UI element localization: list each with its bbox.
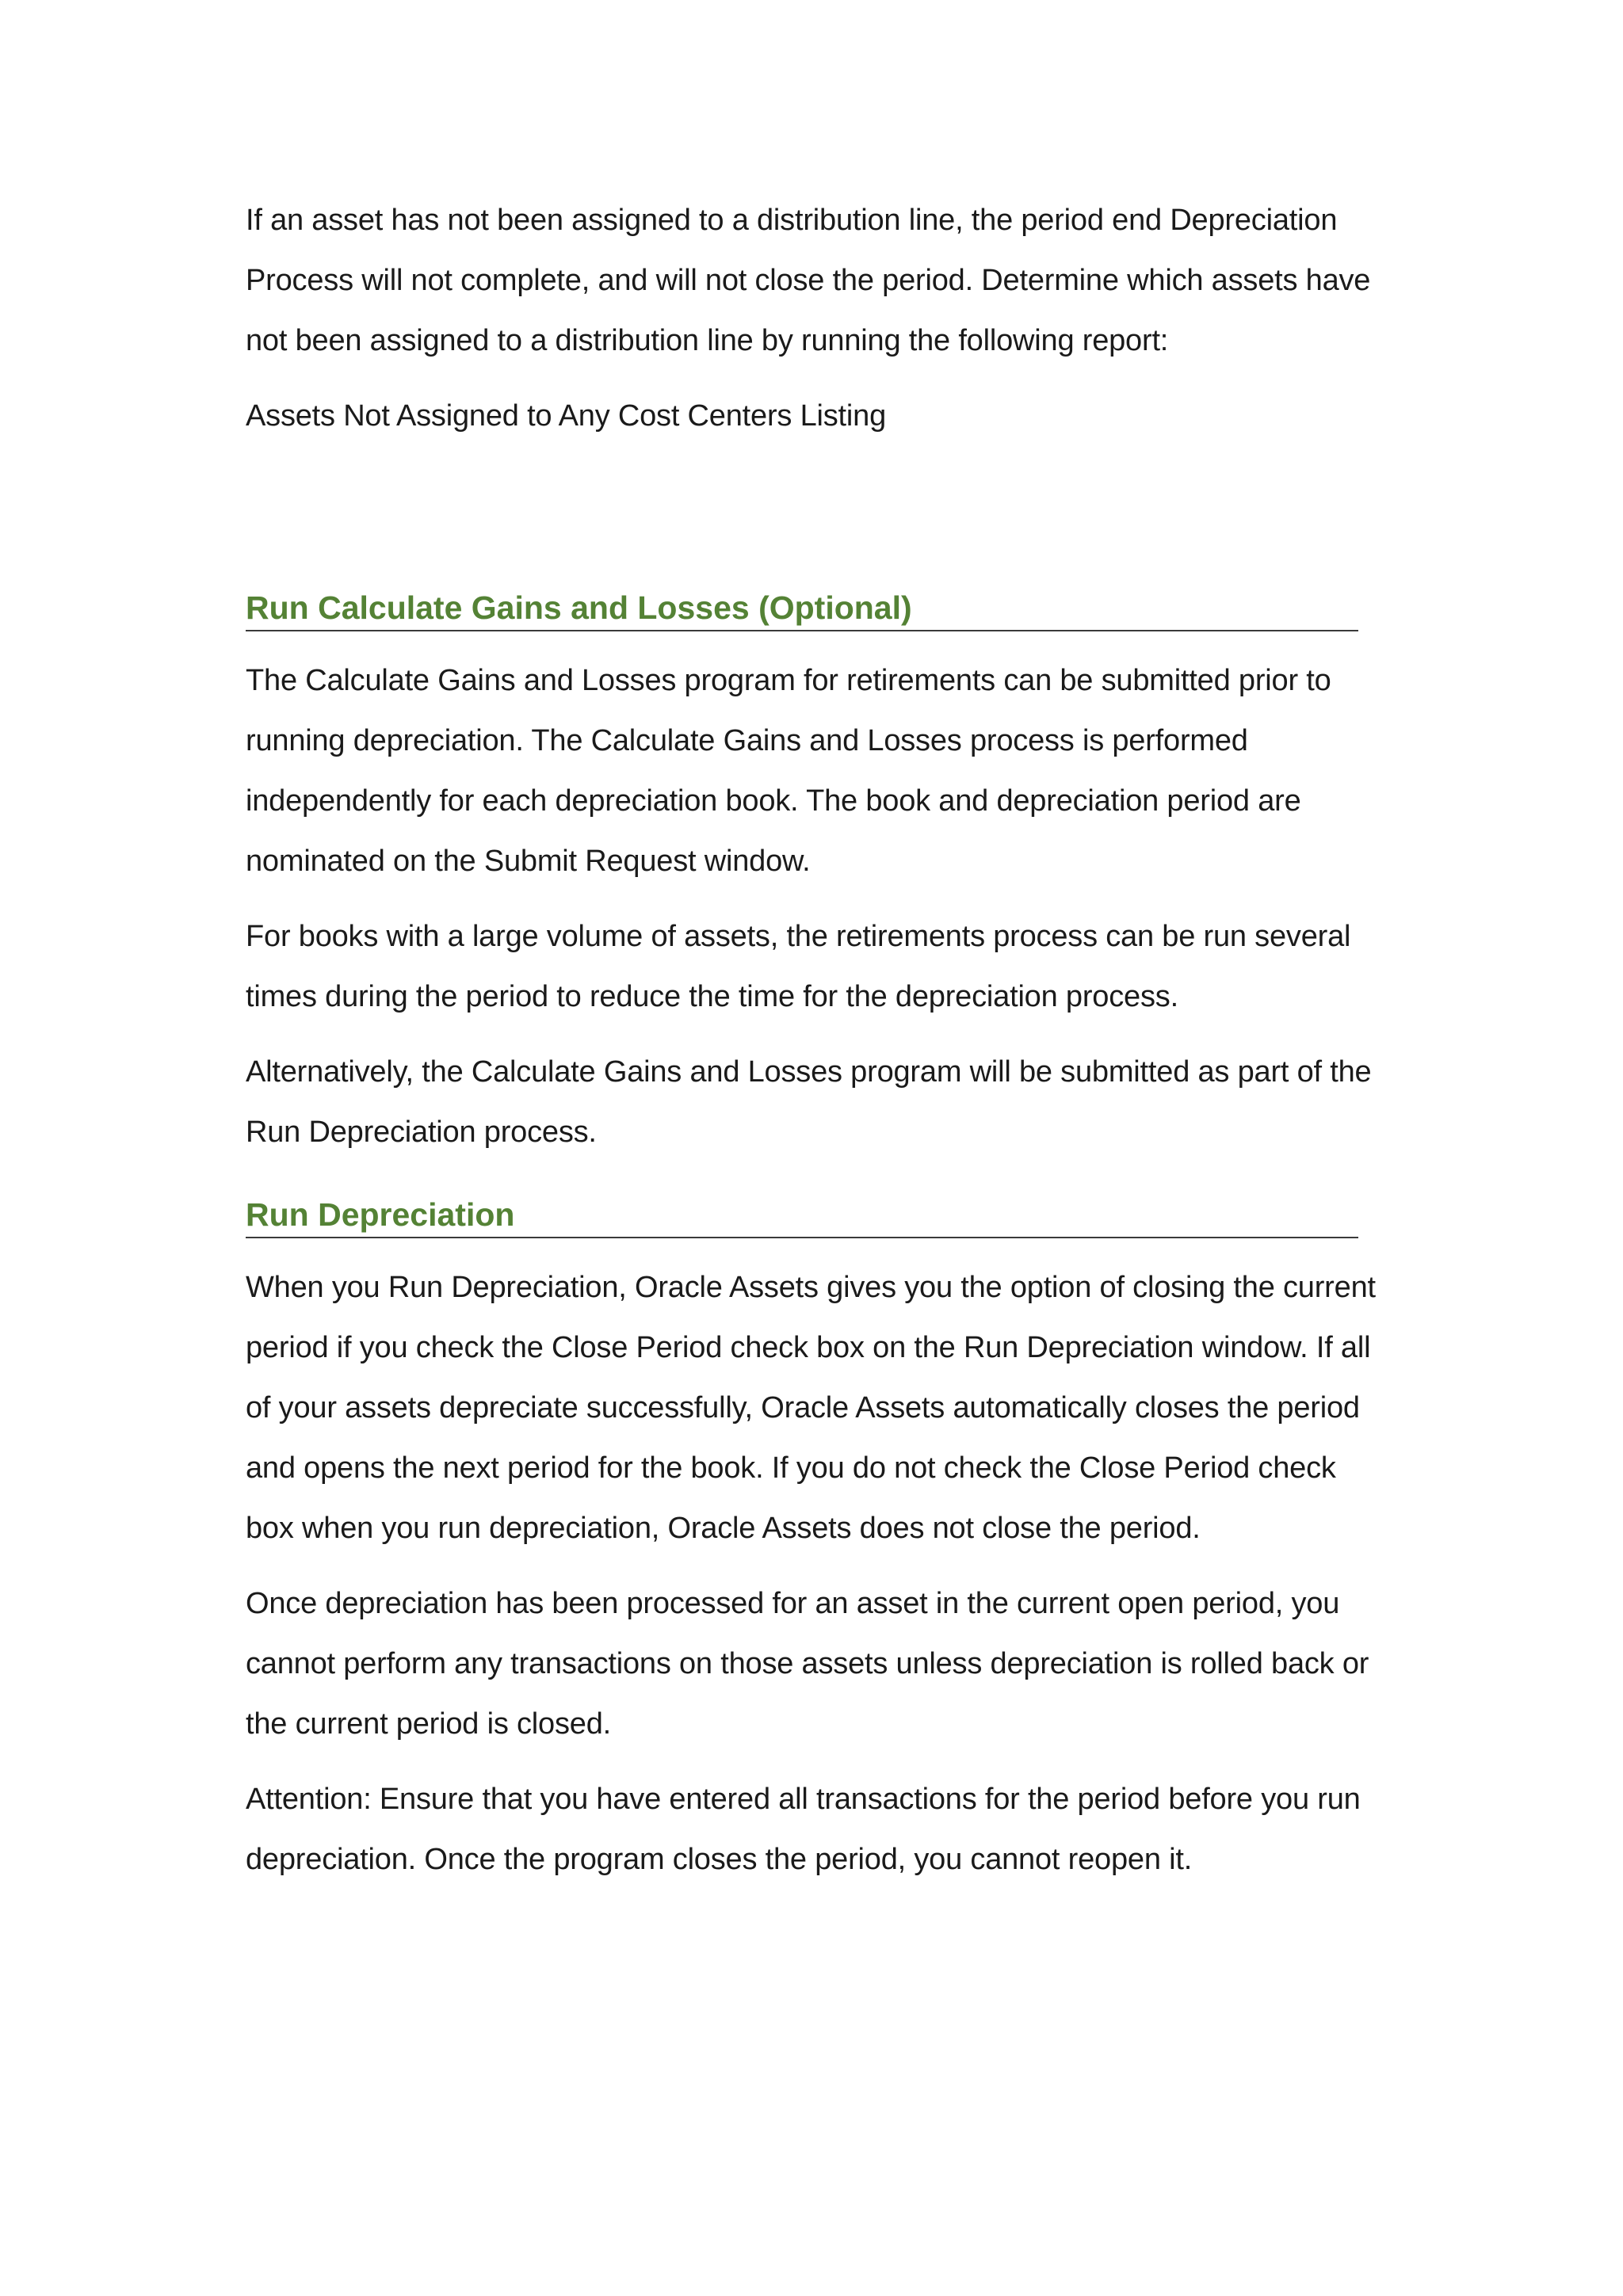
heading-run-calculate-gains-losses: Run Calculate Gains and Losses (Optional) — [246, 589, 1358, 631]
heading-run-depreciation: Run Depreciation — [246, 1196, 1358, 1238]
report-name: Assets Not Assigned to Any Cost Centers Listing — [246, 399, 887, 433]
gains-losses-paragraph-3: Alternatively, the Calculate Gains and Losses program will be submitted as part of the Run Depreciation process. — [246, 1055, 1372, 1149]
gains-losses-paragraph-2: For books with a large volume of assets, the retirements process can be run several times during the period to reduce the time for the depreciation process. — [246, 920, 1351, 1013]
depreciation-paragraph-2: Once depreciation has been processed for an asset in the current open period, you cannot perform any transactions on those assets unless depreciation is rolled back or the current period is closed. — [246, 1587, 1369, 1741]
depreciation-paragraph-1: When you Run Depreciation, Oracle Assets gives you the option of closing the current period if you check the Close Period check box on the Run Depreciation window. If all of your assets depreciate successfully, Oracle Assets automatically closes the period and opens the next period for the book. If you do not check the Close Period check box when you run depreciation, Oracle Assets does not close the period. — [246, 1271, 1376, 1545]
attention-paragraph: Attention: Ensure that you have entered all transactions for the period before you run depreciation. Once the program closes the period, you cannot reopen it. — [246, 1783, 1361, 1876]
page-content — [246, 190, 1387, 1905]
gains-losses-paragraph-1: The Calculate Gains and Losses program for retirements can be submitted prior to running depreciation. The Calculate Gains and Losses process is performed independently for each depreciation book. The book and depreciation period are nominated on the Submit Request window. — [246, 664, 1331, 878]
intro-paragraph: If an asset has not been assigned to a distribution line, the period end Depreciation Process will not complete, and will not close the period. Determine which assets have not been assigned to a distribution line by running the following report: — [246, 204, 1371, 357]
